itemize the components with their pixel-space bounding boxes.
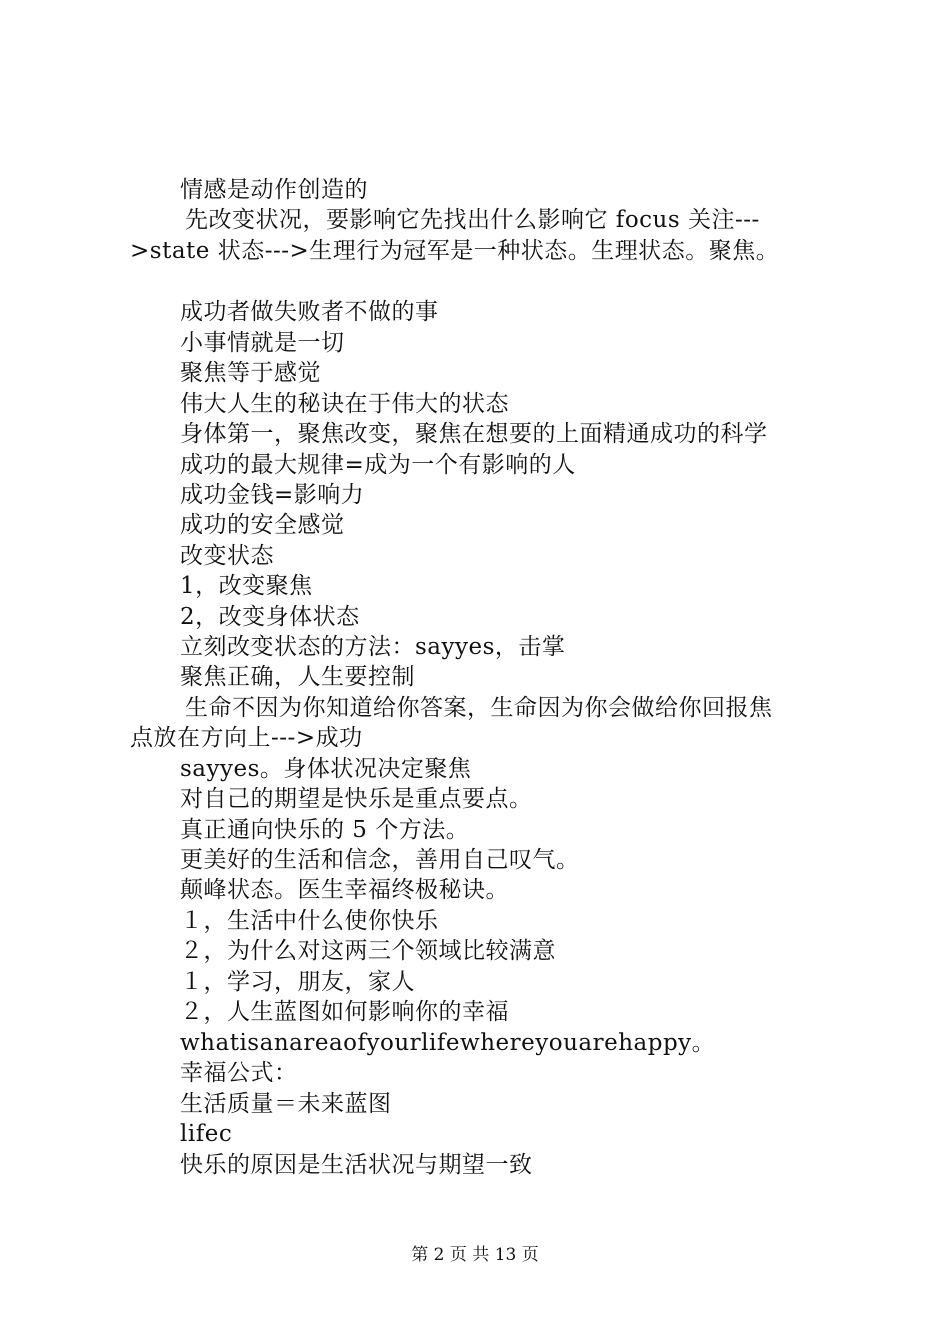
text-line: 成功的最大规律=成为一个有影响的人 [180, 452, 576, 478]
text-line: 立刻改变状态的方法：sayyes，击掌 [180, 634, 566, 660]
text-line: 真正通向快乐的 5 个方法。 [180, 817, 470, 843]
text-line: 聚焦等于感觉 [180, 360, 321, 386]
text-line: １，学习，朋友，家人 [180, 969, 415, 995]
text-line: 成功的安全感觉 [180, 512, 345, 538]
text-line: 对自己的期望是快乐是重点要点。 [180, 786, 533, 812]
text-line: 聚焦正确，人生要控制 [180, 664, 415, 690]
page-footer: 第 2 页 共 13 页 [411, 1245, 539, 1265]
text-line: sayyes。身体状况决定聚焦 [180, 756, 472, 782]
text-line: 伟大人生的秘诀在于伟大的状态 [180, 391, 509, 417]
text-line: 更美好的生活和信念，善用自己叹气。 [180, 847, 580, 873]
text-line: 1，改变聚焦 [180, 573, 313, 599]
text-line: lifec [180, 1121, 233, 1147]
text-line: ２，为什么对这两三个领域比较满意 [180, 938, 556, 964]
text-line: whatisanareaofyourlifewhereyouarehappy。 [180, 1030, 716, 1056]
text-line: ２，人生蓝图如何影响你的幸福 [180, 999, 509, 1025]
text-line: 小事情就是一切 [180, 330, 345, 356]
text-line: 情感是动作创造的 [180, 177, 368, 203]
text-line: 点放在方向上--->成功 [130, 725, 363, 751]
text-line: 成功者做失败者不做的事 [180, 299, 439, 325]
text-line: 改变状态 [180, 543, 274, 569]
text-line: １，生活中什么使你快乐 [180, 908, 439, 934]
text-line: 成功金钱=影响力 [180, 482, 365, 508]
text-line: 快乐的原因是生活状况与期望一致 [180, 1152, 533, 1178]
text-line: 生命不因为你知道给你答案，生命因为你会做给你回报焦 [185, 695, 773, 721]
text-line: 颠峰状态。医生幸福终极秘诀。 [180, 877, 509, 903]
text-line: 先改变状况，要影响它先找出什么影响它 focus 关注--- [185, 207, 760, 233]
text-line: 身体第一，聚焦改变，聚焦在想要的上面精通成功的科学 [180, 421, 768, 447]
text-line: 2，改变身体状态 [180, 604, 360, 630]
text-line: 生活质量＝未来蓝图 [180, 1091, 392, 1117]
text-line: 幸福公式： [180, 1060, 298, 1086]
text-line: >state 状态--->生理行为冠军是一种状态。生理状态。聚焦。 [130, 238, 780, 264]
